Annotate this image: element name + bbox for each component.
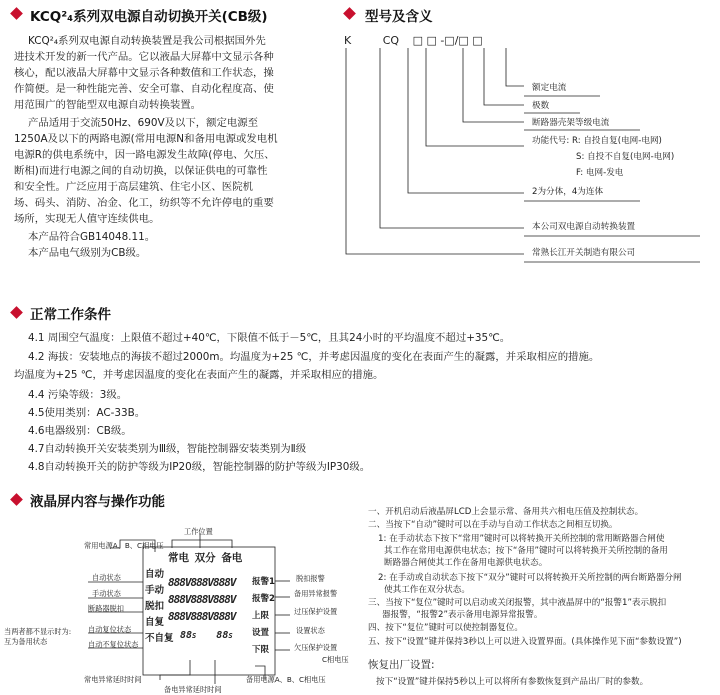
reset-text: 按下“设置”键并保持5秒以上可以将所有参数恢复到产品出厂时的参数。 xyxy=(376,677,649,687)
s1-line: 电源R的供电系统中，因一路电源发生故障(停电、欠压、 xyxy=(14,149,275,161)
lcd-text-setting: 设置 xyxy=(252,628,270,638)
lcd-right-label-trip-alarm: 脱扣报警 xyxy=(296,574,325,583)
cond-line: 4.4 污染等级：3级。 xyxy=(28,389,128,401)
lcd-text-lower: 下限 xyxy=(252,645,270,655)
lcd-text-dual: 双分 xyxy=(194,552,216,564)
lcd-delay-digits: 88 xyxy=(216,630,229,641)
lcd-left-note-1: 当两者都不显示时为: xyxy=(4,627,72,636)
lcd-right-label-overvolt: 过压保护设置 xyxy=(294,607,338,616)
model-cq: CQ xyxy=(382,34,400,47)
lcd-digit-row: 888V888V888V xyxy=(168,593,236,606)
lcd-text-backup: 备电 xyxy=(221,552,243,564)
lcd-text-autoreset: 自复 xyxy=(145,617,165,628)
s1-line: 用范围广的智能型双电源自动转换装置。 xyxy=(14,99,202,111)
ops-line: 三、当按下“复位”键时可以启动或关闭报警，其中液晶屏中的“报警1”表示脱扣 xyxy=(368,598,667,608)
lcd-left-label-noreset: 自动不复位状态 xyxy=(88,640,139,649)
lcd-delay-digits: 88 xyxy=(180,630,193,641)
s1-line: 和安全性。广泛应用于高层建筑、住宅小区、医院机 xyxy=(14,181,253,193)
lcd-text-alarm2: 报警2 xyxy=(252,594,275,604)
lcd-right-note: C相电压 xyxy=(322,655,349,664)
cond-line: 4.1 周围空气温度：上限值不超过+40℃，下限值不低于－5℃，且其24小时的平均温度不超过+35℃。 xyxy=(28,332,511,344)
model-fields: □ □ -□/□ □ xyxy=(412,34,483,47)
s1-line: 场、码头、消防、冶金、化工，纺织等不允许停电的重要 xyxy=(14,197,274,209)
cond-line: 4.7自动转换开关安装类别为Ⅲ级，智能控制器安装类别为Ⅱ级 xyxy=(28,443,307,455)
section2-title: 型号及含义 xyxy=(365,9,433,25)
s1-line: KCQ²₄系列双电源自动转换装置是我公司根据国外先 xyxy=(28,35,266,47)
cond-line: 4.2 海拔：安装地点的海拔不超过2000m。均温度为+25 ℃，并考虑因温度的变化在表面产生的凝露，并采取相应的措施。 xyxy=(28,351,600,363)
cond-line: 4.8自动转换开关的防护等级为IP20级，智能控制器的防护等级为IP30级。 xyxy=(28,461,371,473)
section3-title: 正常工作条件 xyxy=(30,307,111,323)
lcd-left-label-manual: 手动状态 xyxy=(92,589,121,598)
section4-title: 液晶屏内容与操作功能 xyxy=(30,494,165,510)
s1-line: 断相)而进行电源之间的自动切换，以保证供电的可靠性 xyxy=(14,165,268,177)
s1-line: 作简便。是一种性能完善、安全可靠、自动化程度高、使 xyxy=(14,83,274,95)
section1-title: KCQ²₄系列双电源自动切换开关(CB级) xyxy=(30,9,268,25)
ops-line: 二、当按下“自动”键时可以在手动与自动工作状态之间相互切换。 xyxy=(368,520,618,530)
lcd-digit-row: 888V888V888V xyxy=(168,610,236,623)
ops-line: 五、按下“设置”键并保持3秒以上可以进入设置界面。(具体操作见下面“参数设置”) xyxy=(368,637,682,647)
cond-line: 4.6电器级别：CB级。 xyxy=(28,425,132,437)
model-label-device: 本公司双电源自动转换装置 xyxy=(532,222,636,232)
lcd-left-label-auto: 自动状态 xyxy=(92,573,121,582)
model-label-current: 额定电流 xyxy=(532,83,567,93)
s1-line: 本产品符合GB14048.11。 xyxy=(28,231,156,243)
s1-line: 1250A及以下的两路电源(常用电源N和备用电源或发电机 xyxy=(14,133,278,145)
lcd-unit: S xyxy=(192,632,197,640)
lcd-digits xyxy=(168,574,235,625)
cond-line: 均温度为+25 ℃，并考虑因温度的变化在表面产生的凝露，并采取相应的措施。 xyxy=(14,369,384,381)
ops-line: 1: 在手动状态下按下“常用”键时可以将转换开关所控制的常用断路器合闸使 xyxy=(378,534,665,544)
s1-line: 核心，配以液晶大屏幕中文显示各种数值和工作状态，操 xyxy=(14,67,274,79)
cond-line: 4.5使用类别：AC-33B。 xyxy=(28,407,146,419)
lcd-text-auto: 自动 xyxy=(145,569,165,580)
lcd-text-noreset: 不自复 xyxy=(145,633,174,644)
model-label-frame: 断路器壳架等级电流 xyxy=(532,118,610,128)
model-k: K xyxy=(344,34,352,47)
s1-line: 产品适用于交流50Hz、690V及以下，额定电源至 xyxy=(28,117,259,129)
lcd-text-trip: 脱扣 xyxy=(145,601,165,612)
lcd-screen-top xyxy=(168,550,242,565)
model-label-poles: 极数 xyxy=(532,101,550,111)
lcd-text-normal: 常电 xyxy=(168,552,189,564)
ops-line: 2: 在手动或自动状态下按下“双分”键时可以将转换开关所控制的两台断路器分闸 xyxy=(378,573,682,583)
ops-line: 四、按下“复位”键时可以使控制器复位。 xyxy=(368,623,523,633)
lcd-unit: S xyxy=(228,632,233,640)
lcd-text-alarm1: 报警1 xyxy=(252,577,275,587)
lcd-bottom-label-backup-delay: 备电异常延时时间 xyxy=(164,685,222,694)
s1-line: 本产品电气级别为CB级。 xyxy=(28,247,147,259)
lcd-digit-row: 888V888V888V xyxy=(168,576,236,589)
model-label-func-s: S: 自投不自复(电网-电网) xyxy=(576,152,675,162)
lcd-text-upper: 上限 xyxy=(252,611,270,621)
lcd-left-label-trip: 断路器脱扣 xyxy=(88,604,124,613)
lcd-top-label-position: 工作位置 xyxy=(184,527,213,536)
model-label-type: 2为分体，4为连体 xyxy=(532,187,604,197)
lcd-screen-right xyxy=(252,574,275,659)
ops-line: 使其工作在双分状态。 xyxy=(384,585,470,595)
model-label-company: 常熟长江开关制造有限公司 xyxy=(532,248,636,258)
ops-line: 一、开机启动后液晶屏LCD上会显示常、备用共六相电压值及控制状态。 xyxy=(368,507,644,517)
model-label-func-r: 功能代号: R: 自投自复(电网-电网) xyxy=(532,136,662,146)
lcd-left-note-2: 互为备用状态 xyxy=(4,637,48,646)
lcd-bottom-label-backup-phase: 备用电源A、B、C相电压 xyxy=(246,675,326,684)
lcd-bottom-label-normal-delay: 常电异常延时时间 xyxy=(84,675,142,684)
ops-line: 断路器合闸使其工作在备用电源供电状态。 xyxy=(384,558,548,568)
s1-line: 场所，实现无人值守连续供电。 xyxy=(14,213,160,225)
lcd-right-label-setting: 设置状态 xyxy=(296,626,325,635)
reset-title: 恢复出厂设置: xyxy=(368,659,435,671)
ops-line: 器报警，“报警2”表示备用电源异常报警。 xyxy=(382,610,543,620)
lcd-left-label-autoreset: 自动复位状态 xyxy=(88,625,132,634)
s1-line: 进技术开发的新一代产品。它以液晶大屏幕中文显示各种 xyxy=(14,51,274,63)
lcd-top-label-phase: 常用电源A、B、C相电压 xyxy=(84,541,164,550)
lcd-delay xyxy=(180,630,233,641)
lcd-text-manual: 手动 xyxy=(145,585,165,596)
ops-line: 其工作在常用电源供电状态；按下“备用”键时可以将转换开关所控制的备用 xyxy=(384,546,668,556)
model-label-func-f: F: 电网-发电 xyxy=(576,168,624,178)
lcd-right-label-backup-alarm: 备用异常报警 xyxy=(294,589,338,598)
lcd-right-label-undervolt: 欠压保护设置 xyxy=(294,643,338,652)
